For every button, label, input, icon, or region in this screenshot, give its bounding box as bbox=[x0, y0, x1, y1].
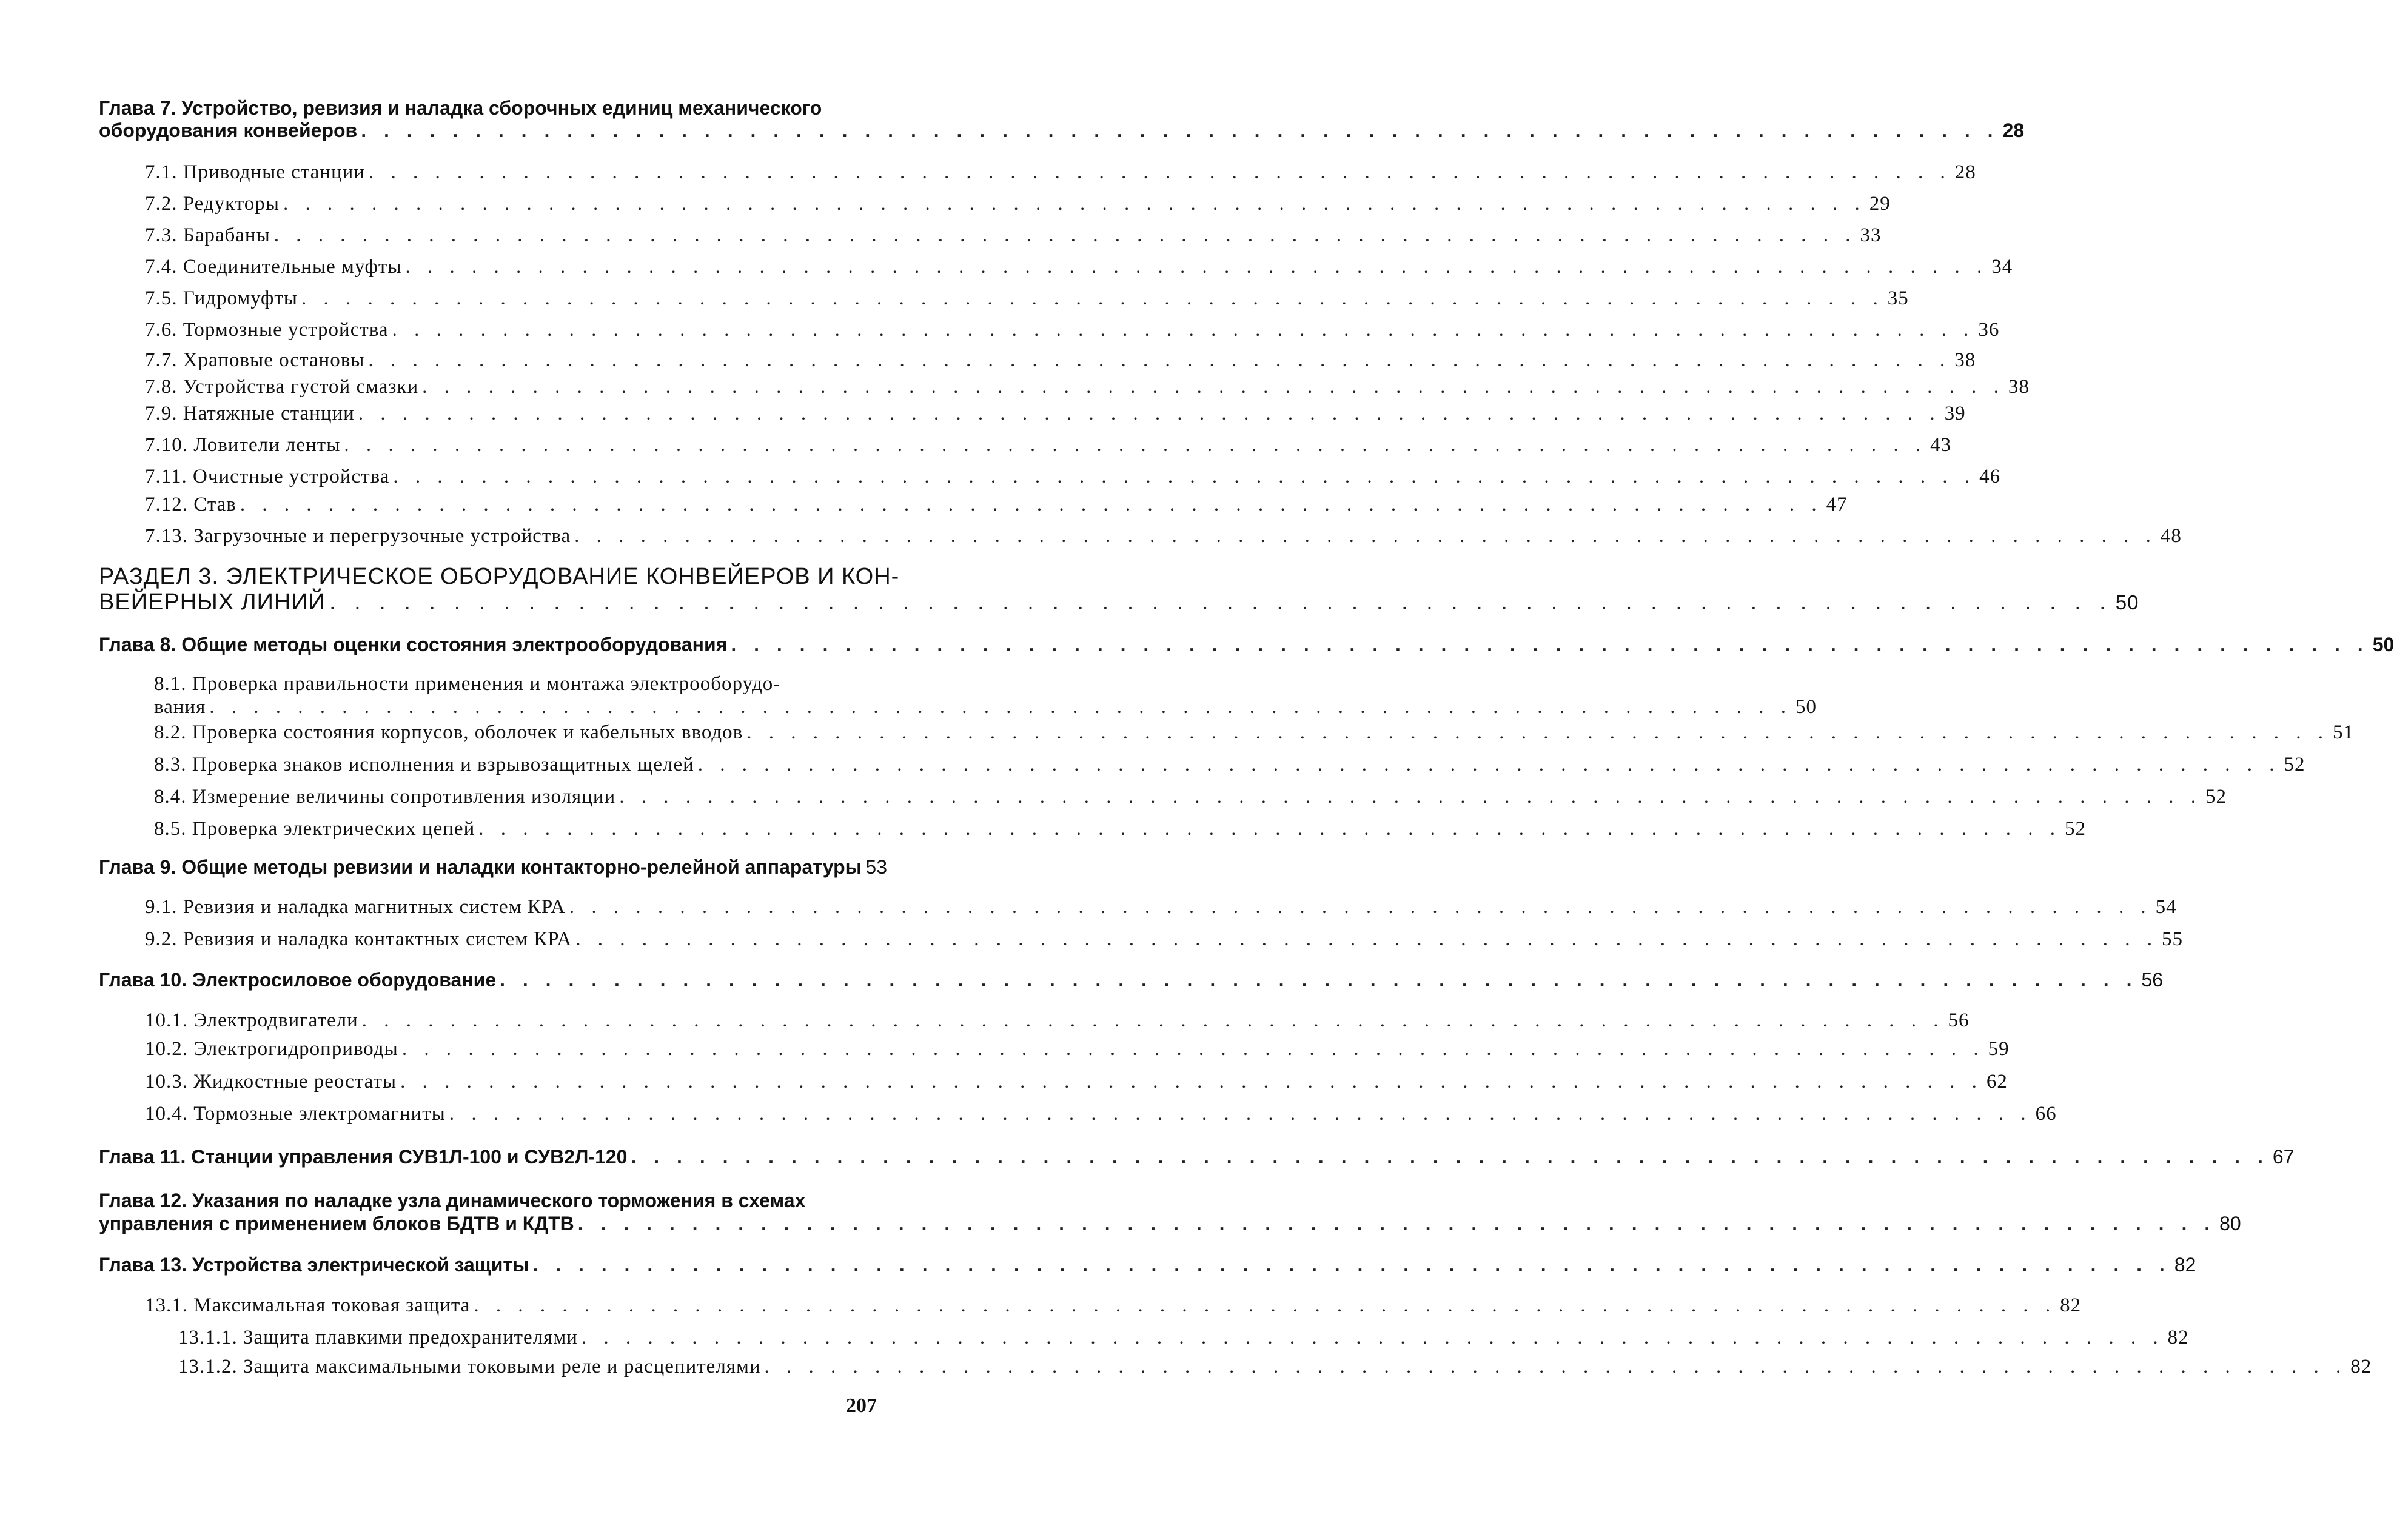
leader-dots: . . . . . . . . . . . . . . . . . . . . . . . . . . . . . . . . . . . . . . . . . . . . . . . . . . . . . . . . . . . . . . . . . . . . . . . . bbox=[393, 466, 1976, 487]
toc-entry-13-1[interactable] bbox=[145, 1294, 2082, 1317]
leader-dots: . . . . . . . . . . . . . . . . . . . . . . . . . . . . . . . . . . . . . . . . . . . . . . . . . . . . . . . . . . . . . . . . . . . . . . . . bbox=[577, 1213, 2216, 1234]
toc-entry-8-1[interactable] bbox=[154, 696, 1817, 718]
entry-label: 7.5. Гидромуфты bbox=[145, 287, 298, 309]
page-ref: 82 bbox=[2350, 1356, 2372, 1378]
entry-label: 10.3. Жидкостные реостаты bbox=[145, 1071, 397, 1093]
leader-dots: . . . . . . . . . . . . . . . . . . . . . . . . . . . . . . . . . . . . . . . . . . . . . . . . . . . . . . . . . . . . . . . . . . . . . . . . bbox=[764, 1356, 2347, 1378]
leader-dots: . . . . . . . . . . . . . . . . . . . . . . . . . . . . . . . . . . . . . . . . . . . . . . . . . . . . . . . . . . . . . . . . . . . . . . . . bbox=[273, 224, 1857, 246]
entry-label: 7.12. Став bbox=[145, 494, 236, 515]
toc-entry-10-1[interactable] bbox=[145, 1009, 1970, 1032]
toc-entry-8-3[interactable] bbox=[154, 754, 2305, 776]
leader-dots: . . . . . . . . . . . . . . . . . . . . . . . . . . . . . . . . . . . . . . . . . . . . . . . . . . . . . . . . . . . . . . . . . . . . . . . . bbox=[731, 634, 2369, 655]
toc-entry-8-5[interactable] bbox=[154, 818, 2086, 840]
page-ref: 50 bbox=[2372, 634, 2394, 655]
part-3-entry[interactable] bbox=[99, 589, 2139, 615]
leader-dots: . . . . . . . . . . . . . . . . . . . . . . . . . . . . . . . . . . . . . . . . . . . . . . . . . . . . . . . . . . . . . . . . . . . . . . . . bbox=[209, 696, 1792, 718]
entry-label: 13.1.2. Защита максимальными токовыми реле и расцепителями bbox=[178, 1356, 761, 1378]
chapter-11-title: Глава 11. Станции управления СУВ1Л-100 и СУВ2Л-120 bbox=[99, 1146, 628, 1168]
toc-entry-7-4[interactable] bbox=[145, 256, 2013, 278]
chapter-8-entry[interactable] bbox=[99, 634, 2394, 656]
leader-dots: . . . . . . . . . . . . . . . . . . . . . . . . . . . . . . . . . . . . . . . . . . . . . . . . . . . . . . . . . . . . . . . . . . . . . . . . bbox=[478, 818, 2061, 840]
page-ref: 29 bbox=[1869, 193, 1891, 215]
toc-entry-7-1[interactable] bbox=[145, 161, 1976, 184]
chapter-13-entry[interactable] bbox=[99, 1254, 2196, 1276]
entry-label: 7.8. Устройства густой смазки bbox=[145, 376, 419, 398]
chapter-7-entry[interactable] bbox=[99, 119, 2025, 142]
page-number: 207 bbox=[846, 1394, 877, 1417]
chapter-7-title-line1: Глава 7. Устройство, ревизия и наладка сборочных единиц механического bbox=[99, 97, 822, 119]
page-ref: 35 bbox=[1887, 287, 1909, 309]
chapter-10-entry[interactable] bbox=[99, 969, 2164, 991]
chapter-9-entry[interactable] bbox=[99, 856, 887, 879]
leader-dots: . . . . . . . . . . . . . . . . . . . . . . . . . . . . . . . . . . . . . . . . . . . . . . . . . . . . . . . . . . . . . . . . . . . . . . . . bbox=[405, 256, 1988, 278]
page-ref: 66 bbox=[2035, 1103, 2057, 1125]
page-ref: 48 bbox=[2160, 525, 2182, 547]
leader-dots: . . . . . . . . . . . . . . . . . . . . . . . . . . . . . . . . . . . . . . . . . . . . . . . . . . . . . . . . . . . . . . . . . . . . . . . . bbox=[301, 287, 1884, 309]
chapter-12-title-line1: Глава 12. Указания по наладке узла динамического торможения в схемах bbox=[99, 1190, 806, 1211]
leader-dots: . . . . . . . . . . . . . . . . . . . . . . . . . . . . . . . . . . . . . . . . . . . . . . . . . . . . . . . . . . . . . . . . . . . . . . . . bbox=[392, 319, 1975, 341]
page-ref: 52 bbox=[2284, 754, 2305, 775]
toc-entry-8-4[interactable] bbox=[154, 786, 2227, 808]
page-ref: 34 bbox=[1991, 256, 2013, 278]
part-3-title-line2: ВЕЙЕРНЫХ ЛИНИЙ bbox=[99, 589, 326, 615]
entry-label: 9.1. Ревизия и наладка магнитных систем КРА bbox=[145, 896, 566, 918]
page-ref: 36 bbox=[1978, 319, 2000, 341]
leader-dots: . . . . . . . . . . . . . . . . . . . . . . . . . . . . . . . . . . . . . . . . . . . . . . . . . . . . . . . . . . . . . . . . . . . . . . . . bbox=[283, 193, 1866, 215]
toc-entry-7-2[interactable] bbox=[145, 193, 1891, 215]
page-ref: 33 bbox=[1860, 224, 1882, 246]
toc-entry-13-1-1[interactable] bbox=[178, 1327, 2189, 1349]
leader-dots: . . . . . . . . . . . . . . . . . . . . . . . . . . . . . . . . . . . . . . . . . . . . . . . . . . . . . . . . . . . . . . . . . . . . . . . . bbox=[422, 376, 2005, 398]
leader-dots: . . . . . . . . . . . . . . . . . . . . . . . . . . . . . . . . . . . . . . . . . . . . . . . . . . . . . . . . . . . . . . . . . . . . . . . . bbox=[569, 896, 2152, 918]
chapter-7-title-line2: оборудования конвейеров bbox=[99, 119, 358, 141]
page-ref: 52 bbox=[2065, 818, 2086, 840]
page-ref: 50 bbox=[1796, 696, 1817, 718]
chapter-9-title: Глава 9. Общие методы ревизии и наладки контакторно-релейной аппаратуры bbox=[99, 856, 862, 878]
page-ref: 38 bbox=[1954, 349, 1976, 371]
page-ref: 80 bbox=[2219, 1213, 2241, 1234]
entry-label: 7.9. Натяжные станции bbox=[145, 403, 355, 424]
leader-dots: . . . . . . . . . . . . . . . . . . . . . . . . . . . . . . . . . . . . . . . . . . . . . . . . . . . . . . . . . . . . . . . . . . . . . . . . bbox=[368, 161, 1951, 183]
part-3-title-line1: РАЗДЕЛ 3. ЭЛЕКТРИЧЕСКОЕ ОБОРУДОВАНИЕ КОНВЕЙЕРОВ И КОН- bbox=[99, 564, 900, 589]
toc-entry-10-4[interactable] bbox=[145, 1103, 2057, 1125]
toc-entry-7-3[interactable] bbox=[145, 224, 1882, 247]
page-ref: 50 bbox=[2115, 591, 2139, 614]
leader-dots: . . . . . . . . . . . . . . . . . . . . . . . . . . . . . . . . . . . . . . . . . . . . . . . . . . . . . . . . . . . . . . . . . . . . . . . . bbox=[474, 1294, 2057, 1316]
entry-label: 8.4. Измерение величины сопротивления изоляции bbox=[154, 786, 616, 808]
leader-dots: . . . . . . . . . . . . . . . . . . . . . . . . . . . . . . . . . . . . . . . . . . . . . . . . . . . . . . . . . . . . . . . . . . . . . . . . bbox=[697, 754, 2281, 775]
entry-label: 7.7. Храповые остановы bbox=[145, 349, 365, 371]
chapter-10-title: Глава 10. Электросиловое оборудование bbox=[99, 969, 497, 991]
leader-dots: . . . . . . . . . . . . . . . . . . . . . . . . . . . . . . . . . . . . . . . . . . . . . . . . . . . . . . . . . . . . . . . . . . . . . . . . bbox=[581, 1327, 2164, 1348]
page-ref: 54 bbox=[2155, 896, 2177, 918]
toc-entry-7-12[interactable] bbox=[145, 494, 1848, 516]
entry-label: 10.1. Электродвигатели bbox=[145, 1009, 358, 1031]
entry-label: 9.2. Ревизия и наладка контактных систем КРА bbox=[145, 928, 572, 950]
page-ref: 82 bbox=[2060, 1294, 2082, 1316]
page-ref: 59 bbox=[1988, 1038, 2010, 1060]
toc-entry-8-2[interactable] bbox=[154, 721, 2354, 744]
page-ref: 52 bbox=[2205, 786, 2227, 808]
leader-dots: . . . . . . . . . . . . . . . . . . . . . . . . . . . . . . . . . . . . . . . . . . . . . . . . . . . . . . . . . . . . . . . . . . . . . . . . bbox=[240, 494, 1823, 515]
leader-dots: . . . . . . . . . . . . . . . . . . . . . . . . . . . . . . . . . . . . . . . . . . . . . . . . . . . . . . . . . . . . . . . . . . . . . . . . bbox=[449, 1103, 2032, 1125]
page-ref: 46 bbox=[1979, 466, 2001, 487]
entry-label: 8.2. Проверка состояния корпусов, оболочек и кабельных вводов bbox=[154, 721, 743, 743]
entry-label: 7.4. Соединительные муфты bbox=[145, 256, 402, 278]
page-ref: 39 bbox=[1944, 403, 1966, 424]
entry-label: вания bbox=[154, 696, 206, 718]
toc-entry-7-13[interactable] bbox=[145, 525, 2182, 547]
toc-entry-13-1-2[interactable] bbox=[178, 1356, 2372, 1378]
page-ref: 43 bbox=[1930, 434, 1952, 456]
toc-entry-7-5[interactable] bbox=[145, 287, 1909, 310]
chapter-8-title: Глава 8. Общие методы оценки состояния электрооборудования bbox=[99, 634, 728, 655]
entry-label: 7.11. Очистные устройства bbox=[145, 466, 390, 487]
leader-dots: . . . . . . . . . . . . . . . . . . . . . . . . . . . . . . . . . . . . . . . . . . . . . . . . . . . . . . . . . . . . . . . . . . . . . . . . bbox=[344, 434, 1927, 456]
page-ref: 82 bbox=[2167, 1327, 2189, 1348]
entry-label: 7.13. Загрузочные и перегрузочные устройства bbox=[145, 525, 571, 547]
toc-entry-7-10[interactable] bbox=[145, 434, 1952, 457]
toc-entry-9-1[interactable] bbox=[145, 896, 2177, 919]
entry-label: 10.2. Электрогидроприводы bbox=[145, 1038, 398, 1060]
page-ref: 51 bbox=[2333, 721, 2354, 743]
toc-entry-7-6[interactable] bbox=[145, 319, 2000, 341]
leader-dots: . . . . . . . . . . . . . . . . . . . . . . . . . . . . . . . . . . . . . . . . . . . . . . . . . . . . . . . . . . . . . . . . . . . . . . . . bbox=[619, 786, 2202, 808]
leader-dots: . . . . . . . . . . . . . . . . . . . . . . . . . . . . . . . . . . . . . . . . . . . . . . . . . . . . . . . . . . . . . . . . . . . . . . . . bbox=[631, 1146, 2269, 1168]
leader-dots: . . . . . . . . . . . . . . . . . . . . . . . . . . . . . . . . . . . . . . . . . . . . . . . . . . . . . . . . . . . . . . . . . . . . . . . . bbox=[532, 1254, 2171, 1276]
entry-label: 10.4. Тормозные электромагниты bbox=[145, 1103, 446, 1125]
entry-label: 8.3. Проверка знаков исполнения и взрывозащитных щелей bbox=[154, 754, 694, 775]
toc-entry-8-1-line1: 8.1. Проверка правильности применения и монтажа электрооборудо- bbox=[154, 673, 781, 695]
entry-label: 7.2. Редукторы bbox=[145, 193, 280, 215]
page-ref: 28 bbox=[1954, 161, 1976, 183]
page-ref: 67 bbox=[2272, 1146, 2295, 1168]
page-ref: 55 bbox=[2162, 928, 2183, 950]
toc-entry-7-7[interactable] bbox=[145, 349, 1976, 372]
entry-label: 7.1. Приводные станции bbox=[145, 161, 365, 183]
leader-dots: . . . . . . . . . . . . . . . . . . . . . . . . . . . . . . . . . . . . . . . . . . . . . . . . . . . . . . . . . . . . . . . . . . . . . . . . bbox=[500, 969, 2138, 991]
page-ref: 53 bbox=[865, 856, 887, 878]
leader-dots: . . . . . . . . . . . . . . . . . . . . . . . . . . . . . . . . . . . . . . . . . . . . . . . . . . . . . . . . . . . . . . . . . . . . . . . . bbox=[358, 403, 1941, 424]
entry-label: 8.5. Проверка электрических цепей bbox=[154, 818, 475, 840]
leader-dots: . . . . . . . . . . . . . . . . . . . . . . . . . . . . . . . . . . . . . . . . . . . . . . . . . . . . . . . . . . . . . . . . . . . . . . . . bbox=[329, 589, 2112, 615]
entry-label: 13.1. Максимальная токовая защита bbox=[145, 1294, 471, 1316]
entry-label: 13.1.1. Защита плавкими предохранителями bbox=[178, 1327, 578, 1348]
page-ref: 28 bbox=[2002, 119, 2025, 141]
leader-dots: . . . . . . . . . . . . . . . . . . . . . . . . . . . . . . . . . . . . . . . . . . . . . . . . . . . . . . . . . . . . . . . . . . . . . . . . bbox=[574, 525, 2157, 547]
leader-dots: . . . . . . . . . . . . . . . . . . . . . . . . . . . . . . . . . . . . . . . . . . . . . . . . . . . . . . . . . . . . . . . . . . . . . . . . bbox=[361, 119, 1999, 141]
toc-entry-9-2[interactable] bbox=[145, 928, 2183, 951]
page-ref: 47 bbox=[1826, 494, 1848, 515]
leader-dots: . . . . . . . . . . . . . . . . . . . . . . . . . . . . . . . . . . . . . . . . . . . . . . . . . . . . . . . . . . . . . . . . . . . . . . . . bbox=[401, 1038, 1985, 1060]
page-ref: 62 bbox=[1986, 1071, 2008, 1093]
toc-entry-7-9[interactable] bbox=[145, 403, 1966, 425]
page-ref: 56 bbox=[1948, 1009, 1970, 1031]
toc-entry-7-8[interactable] bbox=[145, 376, 2030, 398]
entry-label: 7.3. Барабаны bbox=[145, 224, 270, 246]
entry-label: 7.10. Ловители ленты bbox=[145, 434, 341, 456]
page-ref: 38 bbox=[2008, 376, 2030, 398]
page-ref: 82 bbox=[2174, 1254, 2196, 1276]
leader-dots: . . . . . . . . . . . . . . . . . . . . . . . . . . . . . . . . . . . . . . . . . . . . . . . . . . . . . . . . . . . . . . . . . . . . . . . . bbox=[400, 1071, 1983, 1093]
leader-dots: . . . . . . . . . . . . . . . . . . . . . . . . . . . . . . . . . . . . . . . . . . . . . . . . . . . . . . . . . . . . . . . . . . . . . . . . bbox=[746, 721, 2329, 743]
leader-dots: . . . . . . . . . . . . . . . . . . . . . . . . . . . . . . . . . . . . . . . . . . . . . . . . . . . . . . . . . . . . . . . . . . . . . . . . bbox=[361, 1009, 1945, 1031]
chapter-12-entry[interactable] bbox=[99, 1213, 2241, 1235]
chapter-11-entry[interactable] bbox=[99, 1146, 2295, 1168]
chapter-13-title: Глава 13. Устройства электрической защиты bbox=[99, 1254, 529, 1276]
toc-entry-10-2[interactable] bbox=[145, 1038, 2010, 1060]
leader-dots: . . . . . . . . . . . . . . . . . . . . . . . . . . . . . . . . . . . . . . . . . . . . . . . . . . . . . . . . . . . . . . . . . . . . . . . . bbox=[368, 349, 1951, 371]
toc-entry-10-3[interactable] bbox=[145, 1071, 2008, 1093]
page-ref: 56 bbox=[2141, 969, 2164, 991]
entry-label: 7.6. Тормозные устройства bbox=[145, 319, 389, 341]
leader-dots: . . . . . . . . . . . . . . . . . . . . . . . . . . . . . . . . . . . . . . . . . . . . . . . . . . . . . . . . . . . . . . . . . . . . . . . . bbox=[575, 928, 2158, 950]
toc-entry-7-11[interactable] bbox=[145, 466, 2001, 488]
chapter-12-title-line2: управления с применением блоков БДТВ и КДТВ bbox=[99, 1213, 574, 1234]
